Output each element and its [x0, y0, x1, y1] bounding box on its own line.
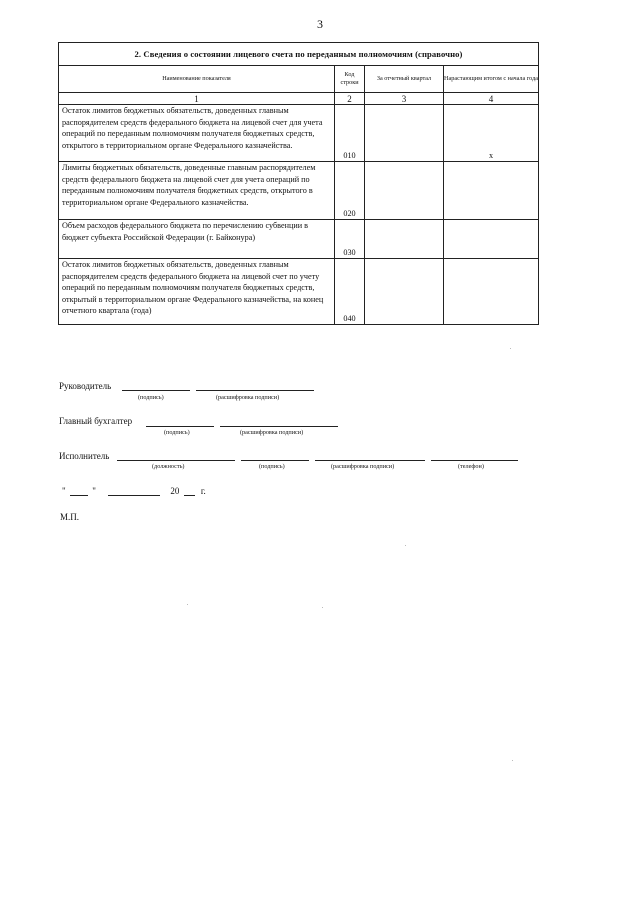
date-year-suffix: г. — [200, 486, 206, 496]
date-open-quote: " — [62, 486, 66, 496]
head-signature-hint: (подпись) — [138, 394, 164, 401]
chief-accountant-signature-line[interactable] — [146, 426, 214, 427]
scan-speck — [187, 604, 188, 605]
column-number-row — [59, 93, 539, 105]
executor-decoding-line[interactable] — [315, 460, 425, 461]
date-year-prefix: 20 — [170, 486, 180, 496]
date-line — [62, 486, 206, 496]
column-number: 2 — [335, 93, 365, 105]
scan-speck — [512, 760, 513, 761]
quarter-value[interactable] — [365, 162, 444, 220]
page-number: 3 — [317, 17, 323, 31]
date-month-blank[interactable] — [108, 486, 160, 496]
cumulative-value[interactable] — [444, 162, 539, 220]
head-label: Руководитель — [59, 381, 112, 391]
head-decoding-line[interactable] — [196, 390, 314, 391]
column-number: 4 — [444, 93, 539, 105]
date-close-quote: " — [92, 486, 96, 496]
executor-signature-hint: (подпись) — [259, 463, 285, 470]
section-title: 2. Сведения о состоянии лицевого счета по переданным полномочиям (справочно) — [59, 43, 539, 66]
quarter-value[interactable] — [365, 259, 444, 325]
executor-phone-line[interactable] — [431, 460, 518, 461]
chief-accountant-decoding-line[interactable] — [220, 426, 338, 427]
header-row-code: Код строки — [335, 66, 365, 93]
indicator-name: Лимиты бюджетных обязательств, доведенные главным распорядителем средств федерального бюджета на лицевой счет для учета операций по переданным полномочиям получателя бюджетных средств, открытого в территориальном органе Федерального казначейства. — [59, 162, 335, 220]
quarter-value[interactable] — [365, 220, 444, 259]
date-day-blank[interactable] — [70, 486, 88, 496]
date-year-blank[interactable] — [184, 486, 195, 496]
cumulative-value[interactable]: x — [444, 105, 539, 162]
table-row — [59, 220, 539, 259]
executor-position-hint: (должность) — [152, 463, 185, 470]
row-code: 040 — [335, 259, 365, 325]
stamp-label: М.П. — [60, 512, 80, 522]
quarter-value[interactable] — [365, 105, 444, 162]
executor-signature-line[interactable] — [241, 460, 309, 461]
scan-speck — [322, 607, 323, 608]
indicator-name: Остаток лимитов бюджетных обязательств, доведенных главным распорядителем средств федерального бюджета на лицевой счет по учету операций по переданным полномочиям получателя бюджетных средств, открытый в территориальном органе Федерального казначейства, на конец отчетного квартала (года) — [59, 259, 335, 325]
scan-speck — [405, 545, 406, 546]
executor-label: Исполнитель — [59, 451, 110, 461]
table-row — [59, 259, 539, 325]
chief-accountant-signature-hint: (подпись) — [164, 429, 190, 436]
executor-decoding-hint: (расшифровка подписи) — [331, 463, 395, 470]
head-signature-line[interactable] — [122, 390, 190, 391]
row-code: 020 — [335, 162, 365, 220]
header-indicator-name: Наименование показателя — [59, 66, 335, 93]
cumulative-value[interactable] — [444, 259, 539, 325]
row-code: 030 — [335, 220, 365, 259]
chief-accountant-decoding-hint: (расшифровка подписи) — [240, 429, 304, 436]
executor-phone-hint: (телефон) — [458, 463, 484, 470]
row-code: 010 — [335, 105, 365, 162]
chief-accountant-label: Главный бухгалтер — [59, 416, 133, 426]
column-number: 3 — [365, 93, 444, 105]
table-header-row — [59, 66, 539, 93]
header-cumulative: Нарастающим итогом с начала года — [444, 66, 539, 93]
table-row — [59, 105, 539, 162]
scan-speck — [510, 348, 511, 349]
header-quarter: За отчетный квартал — [365, 66, 444, 93]
column-number: 1 — [59, 93, 335, 105]
indicator-name: Остаток лимитов бюджетных обязательств, доведенных главным распорядителем средств федерального бюджета на лицевой счет для учета операций по переданным полномочиям получателя бюджетных средств, открытого в территориальном органе Федерального казначейства. — [59, 105, 335, 162]
head-decoding-hint: (расшифровка подписи) — [216, 394, 280, 401]
cumulative-value[interactable] — [444, 220, 539, 259]
account-status-table — [58, 42, 539, 325]
table-row — [59, 162, 539, 220]
executor-position-line[interactable] — [117, 460, 235, 461]
indicator-name: Объем расходов федерального бюджета по перечислению субвенции в бюджет субъекта Российской Федерации (г. Байконура) — [59, 220, 335, 259]
